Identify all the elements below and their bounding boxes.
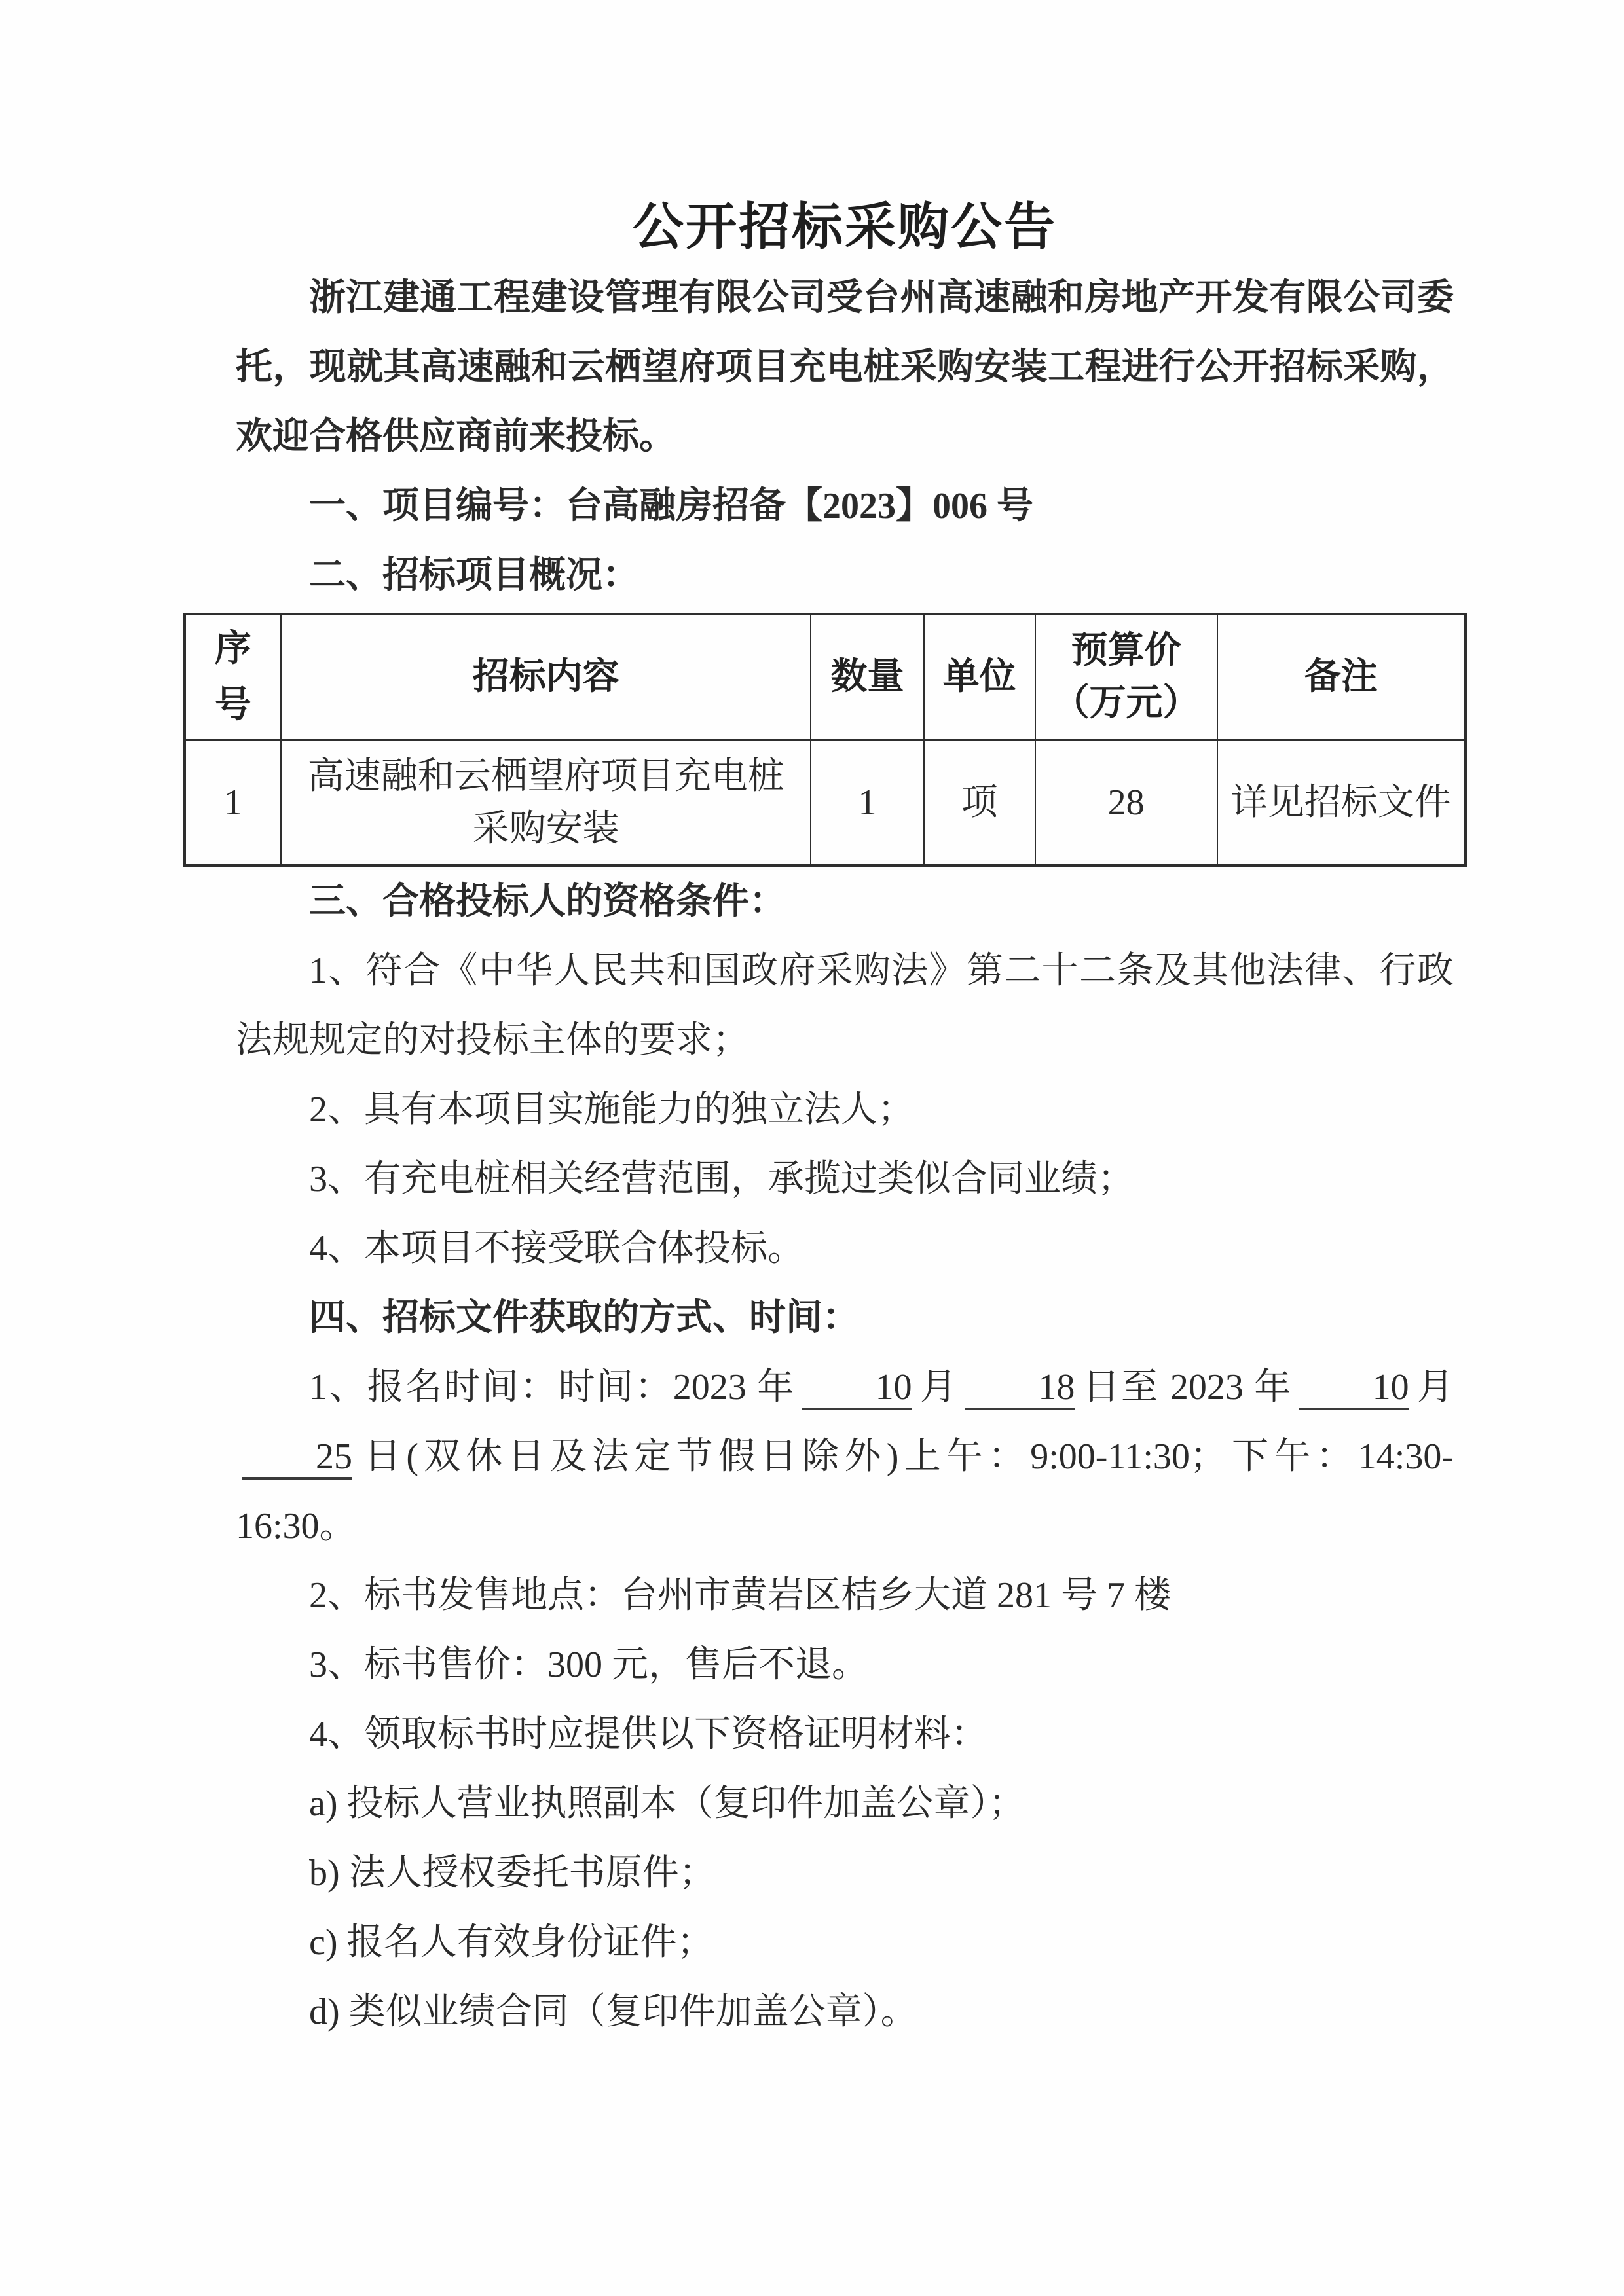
qualification-item-4: 4、本项目不接受联合体投标。 <box>309 1228 804 1269</box>
signup-time-pre: 1、报名时间：时间：2023 年 <box>309 1367 796 1408</box>
cell-serial: 1 <box>185 740 281 866</box>
signup-day-1-blank: 18 <box>965 1367 1075 1410</box>
cell-qty: 1 <box>811 740 923 866</box>
qualification-item-1: 1、符合《中华人民共和国政府采购法》第二十二条及其他法律、行政法规规定的对投标主体的要求； <box>236 951 1454 1061</box>
signup-month-2-blank: 10 <box>1299 1367 1409 1410</box>
qualification-item-3: 3、有充电桩相关经营范围，承揽过类似合同业绩； <box>309 1159 1134 1199</box>
signup-day-2-blank: 25 <box>242 1436 352 1480</box>
section-two-heading: 二、招标项目概况： <box>309 555 639 596</box>
signup-month-1-label: 月 <box>918 1367 959 1408</box>
signup-month-2-label: 月 <box>1415 1367 1454 1408</box>
qualification-item-2: 2、具有本项目实施能力的独立法人； <box>309 1089 914 1130</box>
sale-location-item: 2、标书发售地点：台州市黄岩区桔乡大道 281 号 7 楼 <box>309 1575 1171 1616</box>
signup-time-post: 日(双休日及法定节假日除外)上午：9:00-11:30；下午：14:30-16:30。 <box>236 1436 1454 1546</box>
header-cell-budget <box>1035 614 1217 740</box>
material-sub-item-c: c) 报名人有效身份证件； <box>309 1922 714 1963</box>
table-header-row <box>185 614 1466 740</box>
cell-note: 详见招标文件 <box>1217 740 1466 866</box>
materials-required-item: 4、领取标书时应提供以下资格证明材料： <box>309 1714 987 1755</box>
cell-budget: 28 <box>1035 740 1217 866</box>
header-cell-qty: 数量 <box>811 614 923 740</box>
header-cell-serial <box>185 614 281 740</box>
table-row <box>185 740 1466 866</box>
cell-content: 高速融和云栖望府项目充电桩采购安装 <box>281 740 811 866</box>
budget-header-line2: （万元） <box>1052 683 1200 724</box>
header-cell-content: 招标内容 <box>281 614 811 740</box>
budget-header-line1: 预算价 <box>1071 630 1181 672</box>
section-four-heading: 四、招标文件获取的方式、时间： <box>309 1298 859 1338</box>
overview-table <box>183 613 1467 867</box>
document-body <box>214 0 1454 2047</box>
signup-time-between: 日至 2023 年 <box>1081 1367 1293 1408</box>
material-sub-item-d: d) 类似业绩合同（复印件加盖公章）。 <box>309 1992 917 2032</box>
document-title: 公开招标采购公告 <box>632 198 1057 255</box>
document-price-item: 3、标书售价：300 元，售后不退。 <box>309 1645 868 1685</box>
intro-paragraph: 浙江建通工程建设管理有限公司受台州高速融和房地产开发有限公司委托，现就其高速融和云栖望府项目充电桩采购安装工程进行公开招标采购，欢迎合格供应商前来投标。 <box>236 278 1454 457</box>
header-cell-note: 备注 <box>1217 614 1466 740</box>
section-three-heading: 三、合格投标人的资格条件： <box>309 881 786 922</box>
serial-header-label: 序号 <box>214 629 251 726</box>
signup-month-1-blank: 10 <box>802 1367 912 1410</box>
header-cell-unit: 单位 <box>924 614 1035 740</box>
cell-unit: 项 <box>924 740 1035 866</box>
section-one-heading: 一、项目编号：台高融房招备【2023】006 号 <box>309 486 1033 526</box>
signup-time-item <box>236 1353 1454 1561</box>
material-sub-item-a: a) 投标人营业执照副本（复印件加盖公章）； <box>309 1783 1025 1824</box>
material-sub-item-b: b) 法人授权委托书原件； <box>309 1853 716 1893</box>
